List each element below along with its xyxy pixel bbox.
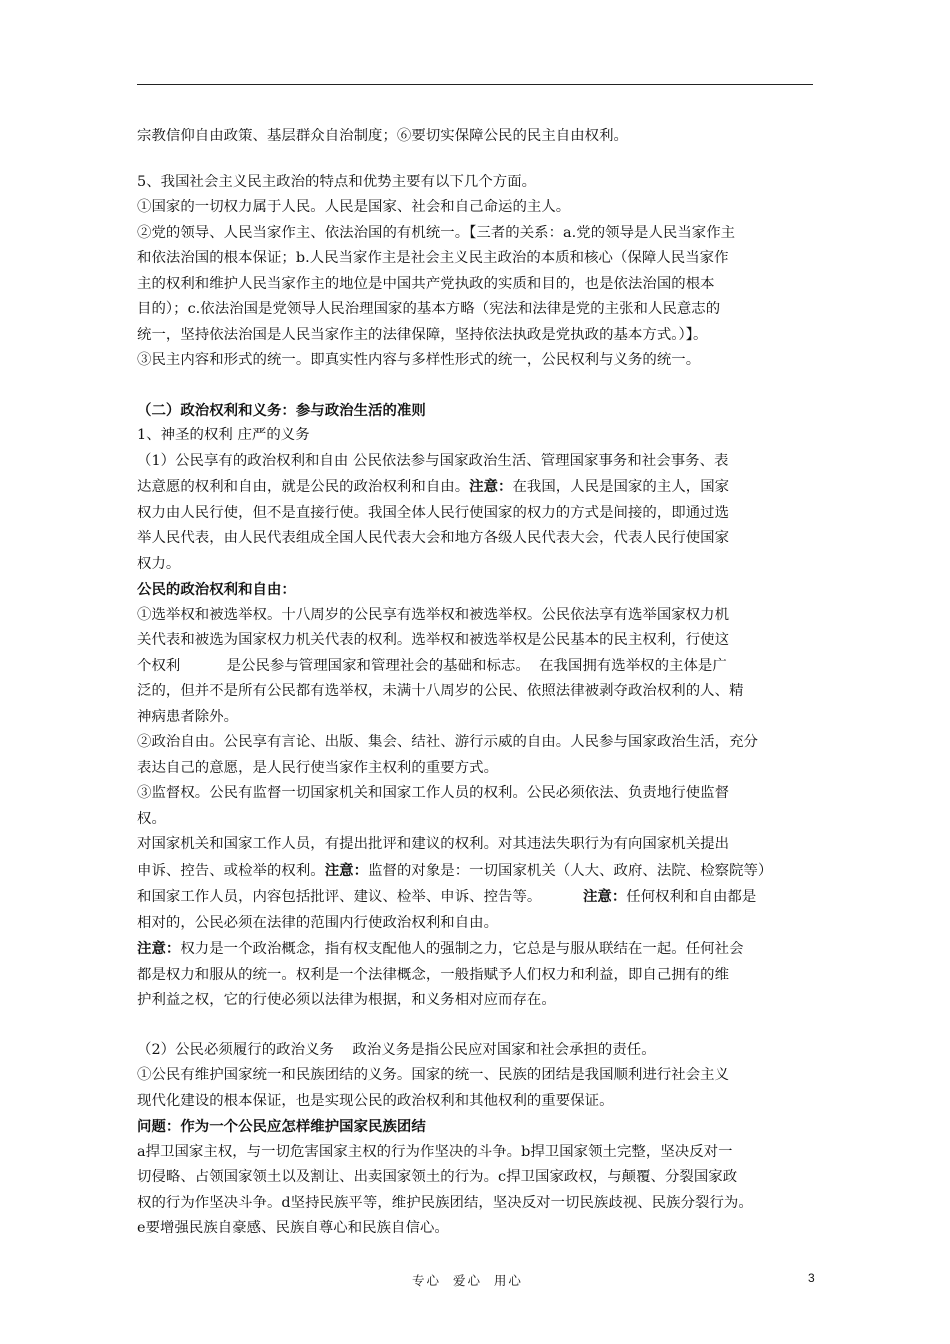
text-line: a捍卫国家主权，与一切危害国家主权的行为作坚决的斗争。b捍卫国家领土完整，坚决反对一 <box>137 1143 733 1160</box>
text-line: 和依法治国的根本保证；b.人民当家作主是社会主义民主政治的本质和核心（保障人民当家作 <box>137 250 729 266</box>
text-line: 举人民代表，由人民代表组成全国人民代表大会和地方各级人民代表大会，代表人民行使国家 <box>137 530 730 546</box>
note-label: 注意： <box>137 940 181 957</box>
text-line: 宗教信仰自由政策、基层群众自治制度；⑥要切实保障公民的民主自由权利。 <box>137 128 628 144</box>
text-line: （2）公民必须履行的政治义务 政治义务是指公民应对国家和社会承担的责任。 <box>137 1041 656 1058</box>
text-line: ②政治自由。公民享有言论、出版、集会、结社、游行示威的自由。人民参与国家政治生活，充分 <box>137 734 758 750</box>
page-number: 3 <box>808 1271 815 1285</box>
text-line: ②党的领导、人民当家作主、依法治国的有机统一。【三者的关系：a.党的领导是人民当家作主 <box>137 224 736 241</box>
text-line: 神病患者除外。 <box>137 708 239 725</box>
text-line: 切侵略、占领国家领土以及割让、出卖国家领土的行为。c捍卫国家政权，与颠覆、分裂国家政 <box>137 1169 738 1185</box>
text-line: 泛的，但并不是所有公民都有选举权，未满十八周岁的公民、依照法律被剥夺政治权利的人、精 <box>137 683 744 699</box>
text-line: ①公民有维护国家统一和民族团结的义务。国家的统一、民族的团结是我国顺利进行社会主义 <box>137 1067 730 1083</box>
text-line: e要增强民族自豪感、民族自尊心和民族自信心。 <box>137 1220 449 1236</box>
text-line: 相对的，公民必须在法律的范围内行使政治权利和自由。 <box>137 914 499 931</box>
text-line: 统一，坚持依法治国是人民当家作主的法律保障，坚持依法执政是党执政的基本方式。）】。 <box>137 326 708 343</box>
note-label: 注意： <box>469 478 513 495</box>
text-line: 现代化建设的根本保证，也是实现公民的政治权利和其他权利的重要保证。 <box>137 1092 614 1109</box>
text-line: ①选举权和被选举权。十八周岁的公民享有选举权和被选举权。公民依法享有选举国家权力机 <box>137 606 730 623</box>
text-line: 权力由人民行使，但不是直接行使。我国全体人民行使国家的权力的方式是间接的，即通过选 <box>137 504 730 521</box>
text-line: 1、神圣的权利 庄严的义务 <box>137 427 310 443</box>
text-line: 主的权利和维护人民当家作主的地位是中国共产党执政的实质和目的，也是依法治国的根本 <box>137 275 715 292</box>
text-line: 5、我国社会主义民主政治的特点和优势主要有以下几个方面。 <box>137 173 537 190</box>
text-line: 目的）；c.依法治国是党领导人民治理国家的基本方略（宪法和法律是党的主张和人民意志的 <box>137 301 721 317</box>
header-rule <box>137 84 813 85</box>
text-line: 都是权力和服从的统一。权利是一个法律概念，一般指赋予人们权力和利益，即自己拥有的维 <box>137 966 730 983</box>
question-heading: 问题：作为一个公民应怎样维护国家民族团结 <box>137 1118 426 1135</box>
text-line: （1）公民享有的政治权利和自由 公民依法参与国家政治生活、管理国家事务和社会事务、表 <box>137 452 729 469</box>
document-body <box>137 124 817 1242</box>
subheading: 公民的政治权利和自由： <box>137 581 296 598</box>
text-line: 申诉、控告、或检举的权利。注意：监督的对象是：一切国家机关（人大、政府、法院、检察院等） <box>137 861 773 879</box>
footer-motto: 专心 爱心 用心 <box>412 1273 523 1288</box>
text-line: 权的行为作坚决斗争。d坚持民族平等，维护民族团结，坚决反对一切民族歧视、民族分裂行为。 <box>137 1194 753 1211</box>
text-line: 个权利 是公民参与管理国家和管理社会的基础和标志。 在我国拥有选举权的主体是广 <box>137 657 727 674</box>
text-line: ③民主内容和形式的统一。即真实性内容与多样性形式的统一，公民权利与义务的统一。 <box>137 352 701 368</box>
text-line: 表达自己的意愿，是人民行使当家作主权利的重要方式。 <box>137 759 499 776</box>
text-line: ③监督权。公民有监督一切国家机关和国家工作人员的权利。公民必须依法、负责地行使监督 <box>137 785 730 801</box>
page-footer <box>0 1271 950 1291</box>
text-line: 达意愿的权利和自由，就是公民的政治权利和自由。注意：在我国，人民是国家的主人，国家 <box>137 478 730 495</box>
text-line: 对国家机关和国家工作人员，有提出批评和建议的权利。对其违法失职行为有向国家机关提出 <box>137 836 730 852</box>
text-line: 和国家工作人员，内容包括批评、建议、检举、申诉、控告等。 注意：任何权利和自由都是 <box>137 888 757 905</box>
text-line: 护利益之权，它的行使必须以法律为根据，和义务相对应而存在。 <box>137 992 556 1008</box>
text-line: 权力。 <box>137 555 181 572</box>
text-line: 注意：权力是一个政治概念，指有权支配他人的强制之力，它总是与服从联结在一起。任何社会 <box>137 940 744 957</box>
section-heading: （二）政治权利和义务：参与政治生活的准则 <box>137 401 426 419</box>
text-line: ①国家的一切权力属于人民。人民是国家、社会和自己命运的主人。 <box>137 199 571 215</box>
note-label: 注意： <box>324 861 369 879</box>
text-line: 关代表和被选为国家权力机关代表的权利。选举权和被选举权是公民基本的民主权利，行使这 <box>137 632 730 648</box>
note-label: 注意： <box>582 888 627 905</box>
text-line: 权。 <box>137 810 166 827</box>
